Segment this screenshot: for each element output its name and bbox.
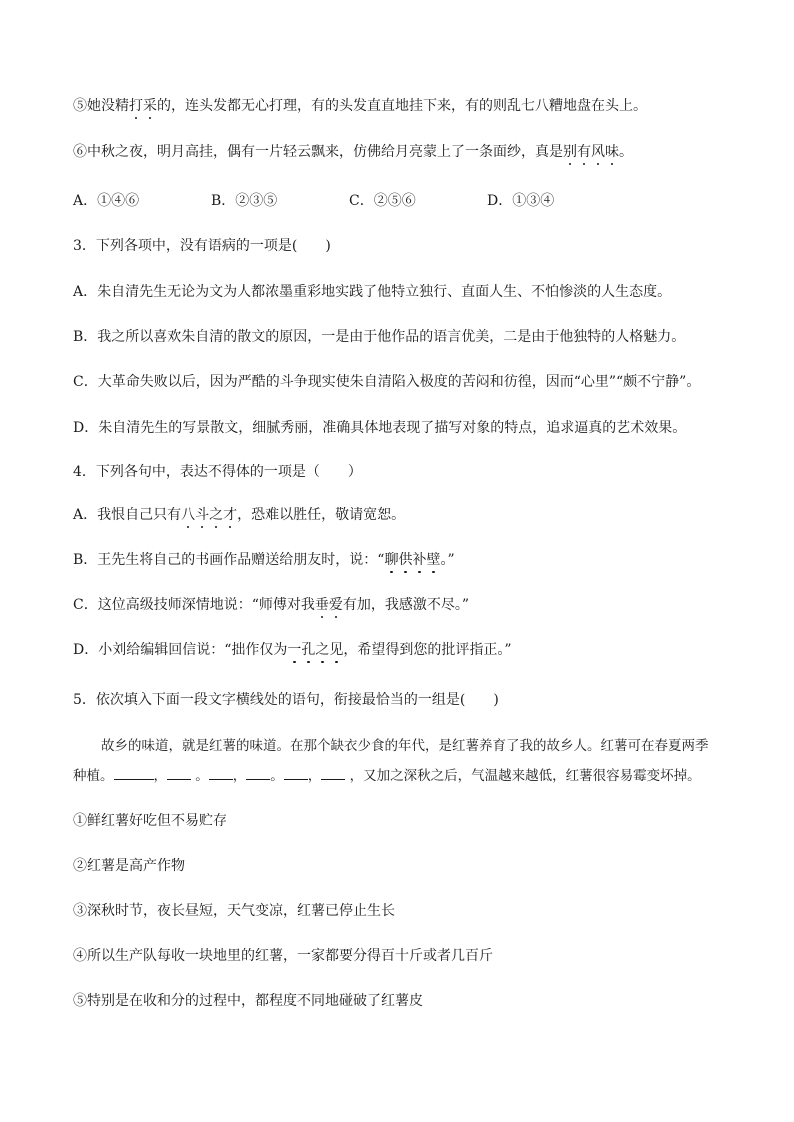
q4-option-a[interactable]: A．我恨自己只有八斗之才，恐难以胜任，敬请宽恕。 xyxy=(73,507,406,523)
emphasis-char: 之 xyxy=(315,642,330,658)
q2-option-d[interactable]: D．①③④ xyxy=(487,193,555,209)
q2-option-a[interactable]: A．①④⑥ xyxy=(73,193,140,209)
emphasis-char: 聊 xyxy=(384,552,399,568)
q5-stem: 5．依次填入下面一段文字横线处的语句，衔接最恰当的一组是( ) xyxy=(73,692,499,708)
emphasis-char: 孔 xyxy=(301,642,316,658)
emphasis-char: 壁 xyxy=(426,552,441,568)
emphasis-char: 供 xyxy=(398,552,413,568)
emphasis-char: 才 xyxy=(223,507,238,523)
emphasis-char: 补 xyxy=(412,552,427,568)
q2-item-6: ⑥中秋之夜，明月高挂，偶有一片轻云飘来，仿佛给月亮蒙上了一条面纱，真是别有风味。 xyxy=(73,144,633,160)
emphasis-char: 采 xyxy=(143,98,157,114)
q2-item-5: ⑤她没精打采的，连头发都无心打理，有的头发直直地挂下来，有的则乱七八糟地盘在头上。 xyxy=(73,98,647,114)
q3-option-b[interactable]: B．我之所以喜欢朱自清的散文的原因，一是由于他作品的语言优美，二是由于他独特的人格魅力。 xyxy=(73,329,686,345)
emphasis-char: 别 xyxy=(563,144,577,160)
emphasis-char: 之 xyxy=(209,507,224,523)
q5-passage-line-1: 故乡的味道，就是红薯的味道。在那个缺衣少食的年代，是红薯养育了我的故乡人。红薯可在春夏两季 xyxy=(101,738,709,754)
fill-blank-2[interactable] xyxy=(167,765,191,780)
emphasis-char: 垂 xyxy=(314,597,329,613)
emphasis-char: 爱 xyxy=(328,597,343,613)
q5-passage-line-2: 种植。 ， 。 ， 。 ， ，又加之深秋之后，气温越来越低，红薯很容易霉变坏掉。 xyxy=(73,765,701,786)
fill-blank-3[interactable] xyxy=(209,765,233,780)
q5-item-5: ⑤特别是在收和分的过程中，都程度不同地碰破了红薯皮 xyxy=(73,993,423,1009)
fill-blank-1[interactable] xyxy=(114,765,154,780)
emphasis-char: 见 xyxy=(329,642,344,658)
q2-option-c[interactable]: C．②⑤⑥ xyxy=(349,193,416,209)
q2-option-b[interactable]: B．②③⑤ xyxy=(211,193,278,209)
q5-item-2: ②红薯是高产作物 xyxy=(73,858,185,874)
q4-option-b[interactable]: B．王先生将自己的书画作品赠送给朋友时，说：“聊供补壁。” xyxy=(73,552,455,568)
q3-option-a[interactable]: A．朱自清先生无论为文为人都浓墨重彩地实践了他特立独行、直面人生、不怕惨淡的人生态度。 xyxy=(73,284,672,300)
emphasis-char: 一 xyxy=(287,642,302,658)
q5-item-3: ③深秋时节，夜长昼短，天气变凉，红薯已停止生长 xyxy=(73,903,395,919)
q3-stem: 3．下列各项中，没有语病的一项是( ) xyxy=(73,238,331,254)
q4-option-d[interactable]: D．小刘给编辑回信说：“拙作仅为一孔之见，希望得到您的批评指正。” xyxy=(73,642,512,658)
emphasis-char: 八 xyxy=(181,507,196,523)
fill-blank-6[interactable] xyxy=(321,765,345,780)
emphasis-char: 风 xyxy=(591,144,605,160)
q3-option-d[interactable]: D．朱自清先生的写景散文，细腻秀丽，准确具体地表现了描写对象的特点，追求逼真的艺术效果。 xyxy=(73,420,687,436)
fill-blank-4[interactable] xyxy=(246,765,270,780)
q3-option-c[interactable]: C．大革命失败以后，因为严酷的斗争现实使朱自清陷入极度的苦闷和彷徨，因而“心里”“颇不宁静”。 xyxy=(73,374,701,390)
q5-item-4: ④所以生产队每收一块地里的红薯，一家都要分得百十斤或者几百斤 xyxy=(73,948,493,964)
emphasis-char: 斗 xyxy=(195,507,210,523)
q5-item-1: ①鲜红薯好吃但不易贮存 xyxy=(73,813,227,829)
emphasis-char: 味 xyxy=(605,144,619,160)
emphasis-char: 有 xyxy=(577,144,591,160)
fill-blank-5[interactable] xyxy=(284,765,308,780)
q4-option-c[interactable]: C．这位高级技师深情地说：“师傅对我垂爱有加，我感激不尽。” xyxy=(73,597,470,613)
emphasis-char: 打 xyxy=(129,98,143,114)
q4-stem: 4．下列各句中，表达不得体的一项是（ ） xyxy=(73,464,362,480)
